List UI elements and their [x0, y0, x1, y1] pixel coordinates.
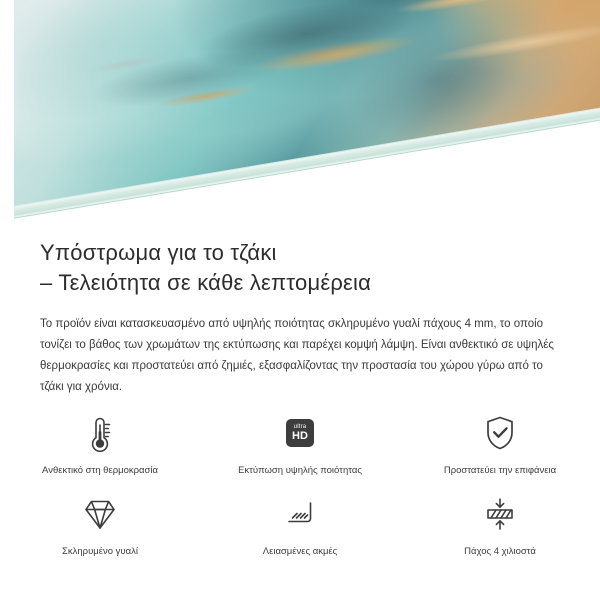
feature-item-print-quality — [200, 404, 400, 477]
shield-check-icon — [479, 410, 521, 456]
feature-item-surface-protection — [400, 404, 600, 477]
thermometer-icon — [80, 410, 120, 456]
feature-label: Λειασμένες ακμές — [262, 546, 338, 557]
feature-label: Ανθεκτικό στη θερμοκρασία — [42, 465, 158, 476]
sparkle-icon — [536, 182, 554, 200]
dark-teal-overlay — [12, 0, 600, 208]
feature-label: Σκληρυμένο γυαλί — [62, 546, 138, 557]
ultra-hd-badge-icon — [286, 410, 314, 456]
headline-line-2: – Τελειότητα σε κάθε λεπτομέρεια — [40, 270, 372, 295]
page-title — [0, 222, 600, 298]
text-content — [0, 222, 600, 398]
sparkle-icon — [521, 192, 533, 204]
badge-hd-label: HD — [292, 430, 308, 442]
sparkle-icon — [505, 168, 535, 198]
headline-line-1: Υπόστρωμα για το τζάκι — [40, 240, 277, 265]
hero-left-mask — [0, 0, 14, 222]
feature-grid — [0, 404, 600, 558]
diamond-icon — [78, 491, 122, 537]
badge-ultra-label: ultra — [293, 424, 307, 430]
glass-panel-artwork — [12, 0, 600, 208]
feature-item-thickness — [400, 485, 600, 558]
feature-label: Εκτύπωση υψηλής ποιότητας — [238, 465, 362, 476]
feature-item-heat-resistant — [0, 404, 200, 477]
smooth-edges-icon — [278, 491, 322, 537]
feature-item-tempered-glass — [0, 485, 200, 558]
feature-label: Προστατεύει την επιφάνεια — [443, 465, 557, 476]
hero-image — [0, 0, 600, 222]
feature-label: Πάχος 4 χιλιοστά — [464, 546, 536, 557]
thickness-arrows-icon — [478, 491, 522, 537]
feature-item-smooth-edges — [200, 485, 400, 558]
product-description: Το προϊόν είναι κατασκευασμένο από υψηλής ποιότητας σκληρυμένο γυαλί πάχους 4 mm, το οποίο τονίζει το βάθος των χρωμάτων της εκτύπωσης και παρέχει κομψή λάμψη. Είναι ανθεκτικό σε υψηλές θερμοκρασίες και προστατεύει από ζημιές, εξασφαλίζοντας την προστασία του χώρου γύρω από το τζάκι για χρόνια. — [40, 318, 554, 393]
